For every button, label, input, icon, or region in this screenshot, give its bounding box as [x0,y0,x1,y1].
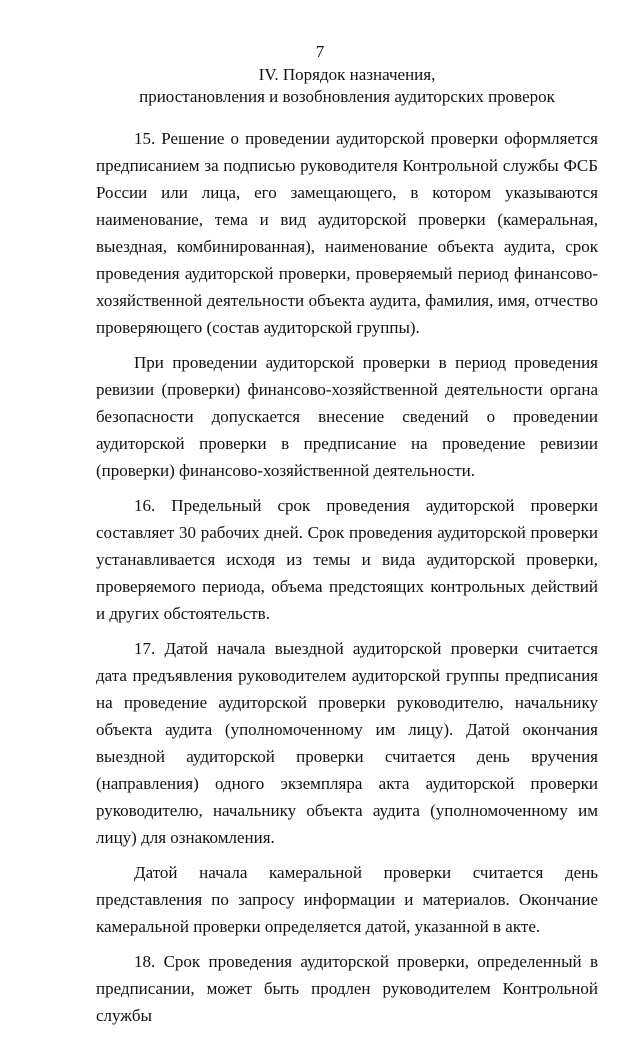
paragraph-15-addendum: При проведении аудиторской проверки в период проведения ревизии (проверки) финансово-хозяйственной деятельности органа безопасности допускается внесение сведений о проведении аудиторской проверки в предписание на проведение ревизии (проверки) финансово-хозяйственной деятельности. [96,353,598,480]
page-number: 7 [315,42,325,61]
paragraph-17: 17. Датой начала выездной аудиторской проверки считается дата предъявления руководителем аудиторской группы предписания на проведение аудиторской проверки руководителю, начальнику объекта аудита (уполномоченному им лицу). Датой окончания выездной аудиторской проверки считается день вручения (направления) одного экземпляра акта аудиторской проверки руководителю, начальнику объекта аудита (уполномоченному им лицу) для ознакомления. [96,639,598,847]
paragraph-18: 18. Срок проведения аудиторской проверки, определенный в предписании, может быть продлен руководителем Контрольной службы [96,952,598,1025]
section-heading-line-1: IV. Порядок назначения, [258,65,436,84]
body-text [96,125,598,1037]
paragraph-15: 15. Решение о проведении аудиторской проверки оформляется предписанием за подписью руководителя Контрольной службы ФСБ России или лица, его замещающего, в котором указываются наименование, тема и вид аудиторской проверки (камеральная, выездная, комбинированная), наименование объекта аудита, срок проведения аудиторской проверки, проверяемый период финансово-хозяйственной деятельности объекта аудита, фамилия, имя, отчество проверяющего (состав аудиторской группы). [96,129,598,337]
section-heading-line-2: приостановления и возобновления аудиторских проверок [139,87,555,106]
paragraph-16: 16. Предельный срок проведения аудиторской проверки составляет 30 рабочих дней. Срок проведения аудиторской проверки устанавливается исходя из темы и вида аудиторской проверки, проверяемого периода, объема предстоящих контрольных действий и других обстоятельств. [96,496,598,623]
section-heading [96,64,598,108]
paragraph-17-addendum: Датой начала камеральной проверки считается день представления по запросу информации и материалов. Окончание камеральной проверки определяется датой, указанной в акте. [96,863,598,936]
